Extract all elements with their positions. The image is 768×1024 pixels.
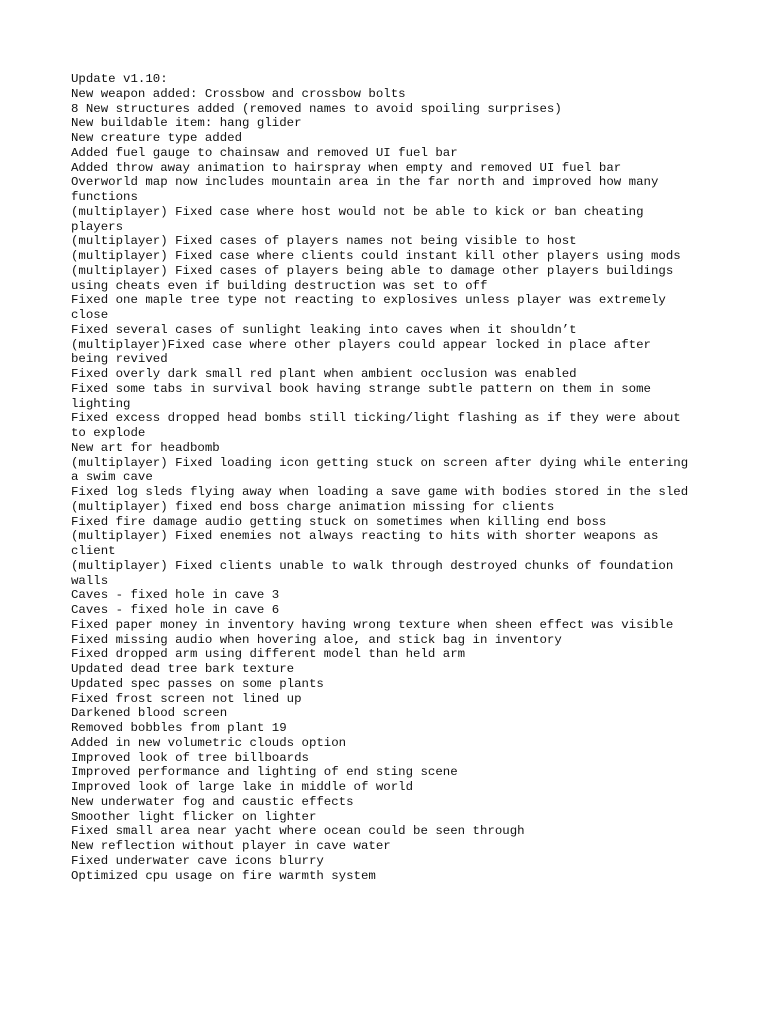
- changelog-line: Fixed underwater cave icons blurry: [71, 853, 324, 868]
- changelog-line: client: [71, 544, 116, 558]
- changelog-line: Fixed frost screen not lined up: [71, 691, 302, 706]
- changelog-line: Fixed dropped arm using different model than held arm: [71, 647, 466, 662]
- changelog-line: Darkened blood screen: [71, 706, 228, 721]
- changelog-line: Improved look of tree billboards: [71, 750, 309, 765]
- changelog-text: [71, 72, 711, 883]
- changelog-line: Improved look of large lake in middle of world: [71, 780, 414, 794]
- changelog-line: close: [71, 308, 109, 322]
- changelog-line: (multiplayer) Fixed case where host would not be able to kick or ban cheating: [71, 204, 644, 219]
- changelog-line: (multiplayer) Fixed loading icon getting stuck on screen after dying while entering: [71, 455, 689, 470]
- changelog-line: using cheats even if building destruction was set to off: [71, 278, 488, 293]
- changelog-line: New underwater fog and caustic effects: [71, 794, 354, 809]
- changelog-line: Fixed small area near yacht where ocean could be seen through: [71, 824, 525, 839]
- changelog-line: Caves - fixed hole in cave 3: [71, 588, 280, 603]
- changelog-line: Fixed missing audio when hovering aloe, and stick bag in inventory: [71, 632, 562, 647]
- changelog-line: (multiplayer) Fixed cases of players names not being visible to host: [71, 234, 577, 249]
- changelog-line: 8 New structures added (removed names to avoid spoiling surprises): [71, 101, 562, 116]
- changelog-line: to explode: [71, 426, 146, 440]
- changelog-line: (multiplayer) Fixed case where clients could instant kill other players using mods: [71, 249, 681, 263]
- changelog-line: Fixed log sleds flying away when loading a save game with bodies stored in the sled: [71, 485, 689, 499]
- changelog-line: Overworld map now includes mountain area in the far north and improved how many: [71, 175, 659, 190]
- changelog-line: (multiplayer)Fixed case where other players could appear locked in place after: [71, 337, 651, 352]
- changelog-line: New weapon added: Crossbow and crossbow bolts: [71, 86, 406, 101]
- changelog-line: New reflection without player in cave water: [71, 839, 391, 853]
- changelog-line: Fixed fire damage audio getting stuck on sometimes when killing end boss: [71, 514, 607, 529]
- changelog-line: Improved performance and lighting of end sting scene: [71, 765, 458, 780]
- changelog-line: Removed bobbles from plant 19: [71, 721, 287, 735]
- changelog-line: Added fuel gauge to chainsaw and removed UI fuel bar: [71, 145, 458, 160]
- changelog-line: (multiplayer) Fixed cases of players being able to damage other players buildings: [71, 263, 674, 278]
- changelog-line: lighting: [71, 396, 131, 411]
- changelog-line: (multiplayer) Fixed clients unable to walk through destroyed chunks of foundation: [71, 558, 674, 573]
- changelog-line: Fixed excess dropped head bombs still ticking/light flashing as if they were about: [71, 411, 681, 426]
- changelog-line: Updated spec passes on some plants: [71, 676, 324, 691]
- changelog-line: a swim cave: [71, 470, 153, 485]
- changelog-line: walls: [71, 573, 109, 588]
- changelog-line: Smoother light flicker on lighter: [71, 809, 317, 824]
- changelog-line: Fixed overly dark small red plant when ambient occlusion was enabled: [71, 367, 577, 381]
- changelog-line: (multiplayer) fixed end boss charge animation missing for clients: [71, 499, 555, 514]
- changelog-line: Fixed paper money in inventory having wrong texture when sheen effect was visible: [71, 617, 674, 632]
- changelog-line: being revived: [71, 352, 168, 367]
- changelog-line: New buildable item: hang glider: [71, 116, 302, 131]
- changelog-line: New creature type added: [71, 131, 243, 145]
- changelog-line: (multiplayer) Fixed enemies not always reacting to hits with shorter weapons as: [71, 529, 659, 544]
- document-page: [71, 72, 711, 883]
- changelog-line: New art for headbomb: [71, 440, 220, 455]
- changelog-line: Added in new volumetric clouds option: [71, 735, 347, 750]
- changelog-line: Optimized cpu usage on fire warmth system: [71, 868, 376, 883]
- changelog-line: functions: [71, 190, 138, 204]
- changelog-heading: Update v1.10:: [71, 72, 168, 86]
- changelog-line: Fixed one maple tree type not reacting to explosives unless player was extremely: [71, 293, 666, 308]
- changelog-line: Caves - fixed hole in cave 6: [71, 603, 280, 617]
- changelog-line: Added throw away animation to hairspray when empty and removed UI fuel bar: [71, 160, 622, 175]
- changelog-line: Fixed several cases of sunlight leaking into caves when it shouldn’t: [71, 322, 577, 337]
- changelog-line: players: [71, 219, 124, 234]
- changelog-line: Updated dead tree bark texture: [71, 662, 295, 676]
- changelog-line: Fixed some tabs in survival book having strange subtle pattern on them in some: [71, 381, 651, 396]
